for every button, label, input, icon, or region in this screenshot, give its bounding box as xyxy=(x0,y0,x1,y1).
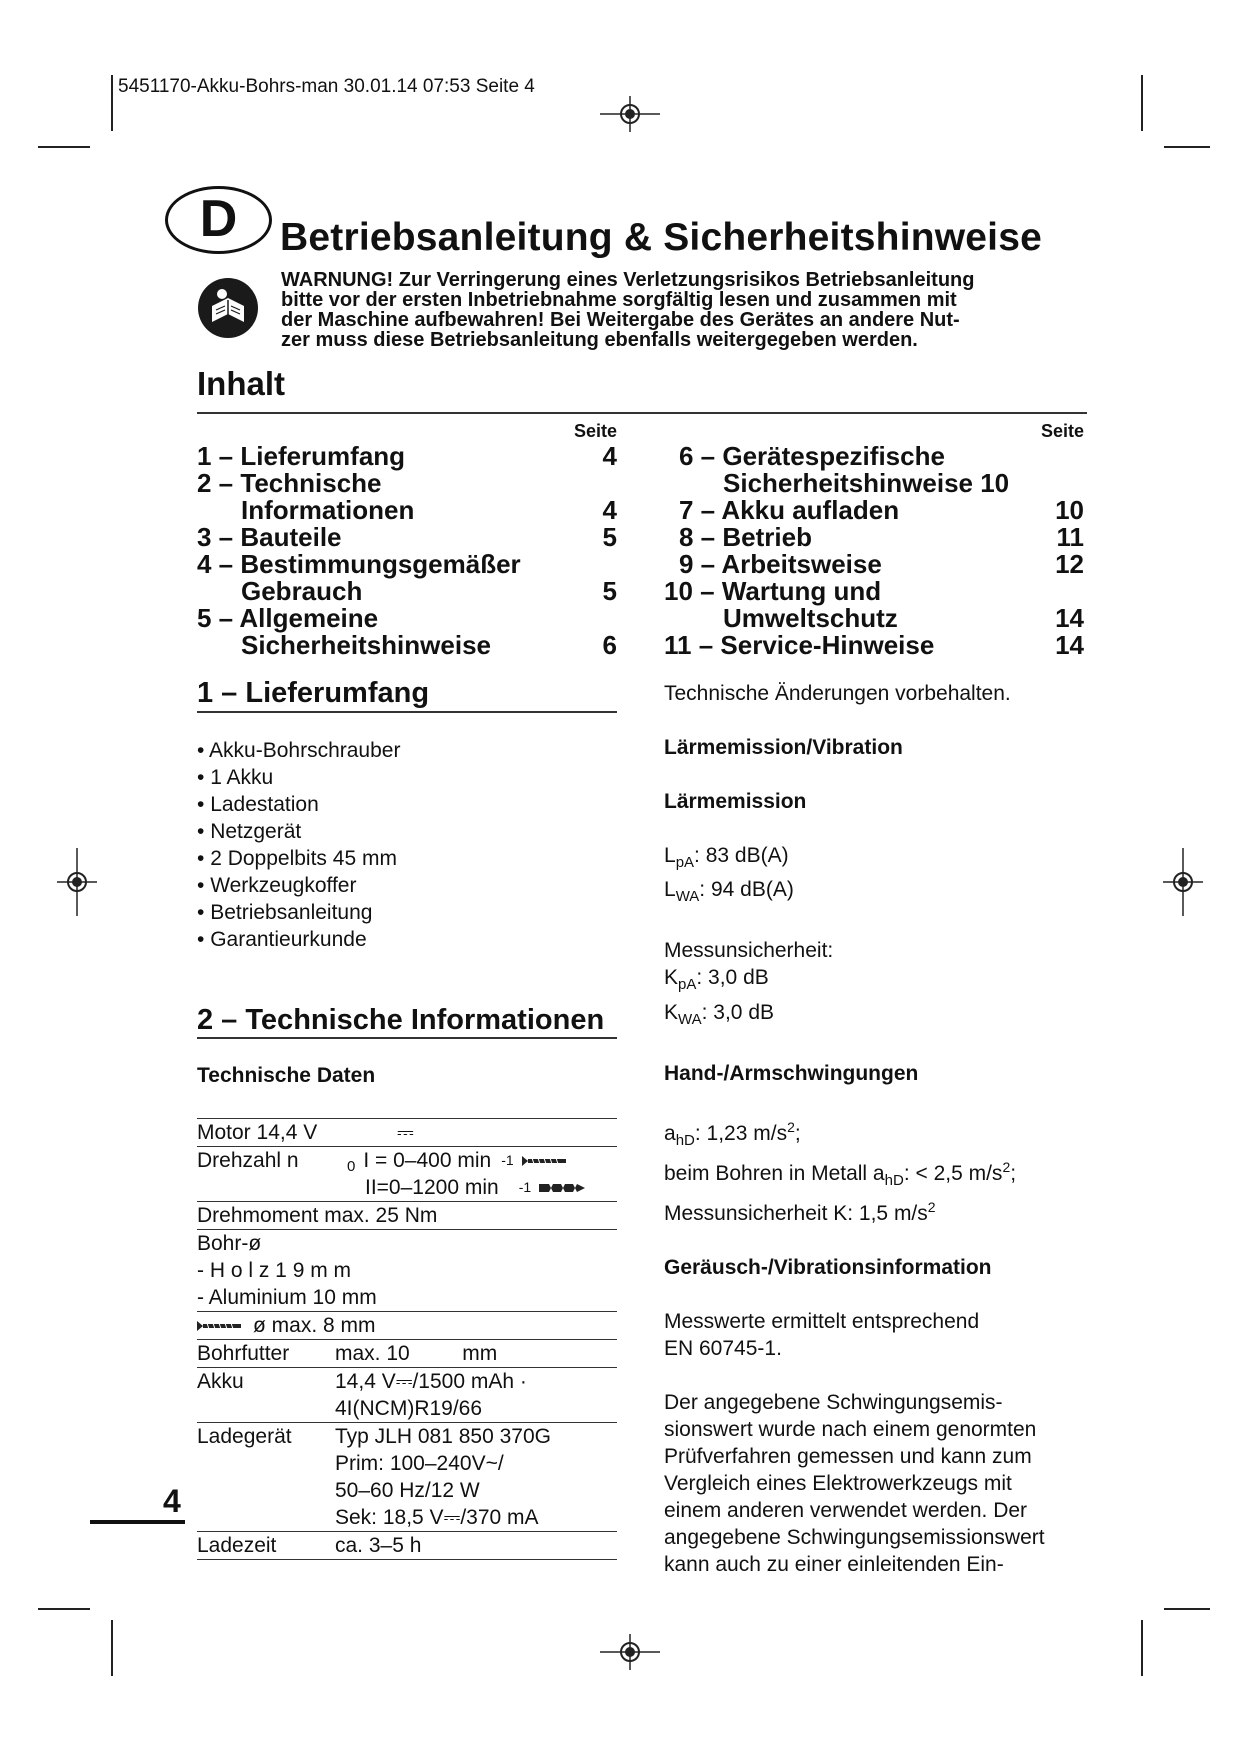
toc-entry: 10 – Wartung und xyxy=(664,576,882,606)
list-item: • Akku-Bohrschrauber xyxy=(197,739,401,762)
toc-page-label: Seite xyxy=(1040,421,1084,441)
table-row: Akku 14,4 V⎓/1500 mAh · 4I(NCM)R19/66 xyxy=(197,1367,617,1422)
page-title: Betriebsanleitung & Sicherheitshinweise xyxy=(280,216,1042,259)
paragraph-line: Der angegebene Schwingungsemis- xyxy=(664,1391,1003,1415)
section-heading: 1 – Lieferumfang xyxy=(197,677,430,709)
table-row: Ladegerät Typ JLH 081 850 370G Prim: 100–240V~/ 50–60 Hz/12 W Sek: 18,5 V⎓/370 mA xyxy=(197,1422,617,1531)
paragraph-line: sionswert wurde nach einem genormten xyxy=(664,1418,1037,1442)
toc-entry: 4 – Bestimmungsgemäßer xyxy=(197,549,521,579)
toc-entry: Gebrauch 5 xyxy=(241,576,617,606)
crop-mark xyxy=(1164,146,1210,148)
registration-mark-icon xyxy=(600,1632,660,1672)
screw-icon xyxy=(522,1154,568,1168)
value-line: $L_{WA}$: 94 dB(A) xyxy=(664,878,794,906)
section-heading: 2 – Technische Informationen xyxy=(197,1004,605,1036)
divider xyxy=(197,412,1087,414)
warning-text: WARNUNG! Zur Verringerung eines Verletzungsrisikos Betriebsanleitung bitte vor der ersten Inbetriebnahme sorgfältig lesen und zusammen mit der Maschine aufbewahren! Bei Weitergabe des Gerätes an andere Nut- zer muss diese Betriebsanleitung ebenfalls weitergegeben werden. xyxy=(281,269,975,351)
value-line: $K_{pA}$: 3,0 dB xyxy=(664,966,769,994)
registration-mark-icon xyxy=(1163,848,1203,916)
toc-entry: Sicherheitshinweise 10 xyxy=(723,468,1010,498)
subheading: Hand-/Armschwingungen xyxy=(664,1061,919,1085)
read-manual-icon xyxy=(198,278,258,338)
page-number-rule xyxy=(90,1520,185,1524)
paragraph-line: Vergleich eines Elektrowerkzeugs mit xyxy=(664,1472,1012,1496)
crop-mark xyxy=(1164,1608,1210,1610)
value-line: Messunsicherheit K: 1,5 $m/s^2$ xyxy=(664,1199,936,1226)
toc-entry: 7 – Akku aufladen 10 xyxy=(679,495,1084,525)
list-item: • 2 Doppelbits 45 mm xyxy=(197,847,397,870)
delivery-list xyxy=(197,737,400,953)
toc-entry: 3 – Bauteile 5 xyxy=(197,522,617,552)
subheading: Technische Daten xyxy=(197,1064,376,1087)
paragraph-line: angegebene Schwingungsemissionswert xyxy=(664,1526,1045,1550)
toc-page-label: Seite xyxy=(573,421,617,441)
table-row: Bohr-ø - H o l z 1 9 m m - Aluminium 10 mm xyxy=(197,1229,617,1311)
list-item: • Betriebsanleitung xyxy=(197,901,373,924)
table-row: Drehzahl n 0 I = 0–400 min -1 II=0–1200 min -1 xyxy=(197,1146,617,1201)
registration-mark-icon xyxy=(57,848,97,916)
list-item: • Werkzeugkoffer xyxy=(197,874,357,897)
crop-mark xyxy=(111,1620,113,1676)
value-line: $L_{pA}$: 83 dB(A) xyxy=(664,844,789,872)
tech-data-table xyxy=(197,1118,617,1560)
toc-entry: 6 – Gerätespezifische xyxy=(679,441,945,471)
toc-entry: 9 – Arbeitsweise 12 xyxy=(679,549,1084,579)
toc-entry: 5 – Allgemeine xyxy=(197,603,379,633)
paragraph-line: Messwerte ermittelt entsprechend xyxy=(664,1310,980,1334)
right-column xyxy=(664,680,1104,1578)
table-row: ø max. 8 mm xyxy=(197,1311,617,1339)
table-row: Drehmoment max. 25 Nm xyxy=(197,1201,617,1229)
value-line: $a_{hD}$: 1,23 $m/s^2$; xyxy=(664,1118,801,1149)
table-row: Ladezeit ca. 3–5 h xyxy=(197,1531,617,1560)
toc-entry: 11 – Service-Hinweise 14 xyxy=(664,630,1084,660)
value-line: $K_{WA}$: 3,0 dB xyxy=(664,1000,775,1028)
subheading: Lärmemission xyxy=(664,790,807,813)
toc-entry: Umweltschutz 14 xyxy=(723,603,1084,633)
crop-mark xyxy=(38,1608,90,1610)
paragraph-line: kann auch zu einer einleitenden Ein- xyxy=(664,1553,1004,1577)
value-line: Messunsicherheit: xyxy=(664,939,834,963)
divider xyxy=(197,1037,617,1039)
table-row: Bohrfutter max. 10 mm xyxy=(197,1339,617,1367)
paragraph-line: einem anderen verwendet werden. Der xyxy=(664,1499,1028,1523)
contents-heading: Inhalt xyxy=(197,365,285,402)
list-item: • Netzgerät xyxy=(197,820,302,843)
page-number: 4 xyxy=(163,1483,181,1519)
paragraph-line: EN 60745-1. xyxy=(664,1337,782,1361)
drill-bit-icon xyxy=(539,1181,585,1195)
toc-entry: 2 – Technische xyxy=(197,468,382,498)
toc-entry: 8 – Betrieb 11 xyxy=(679,522,1084,552)
crop-mark xyxy=(38,146,90,148)
print-info: 5451170-Akku-Bohrs-man 30.01.14 07:53 Seite 4 xyxy=(118,76,535,97)
list-item: • Ladestation xyxy=(197,793,319,816)
subheading: Lärmemission/Vibration xyxy=(664,736,903,759)
crop-mark xyxy=(1141,1620,1143,1676)
toc-entry: Informationen 4 xyxy=(241,495,617,525)
changes-note: Technische Änderungen vorbehalten. xyxy=(664,682,1011,705)
divider xyxy=(197,711,617,713)
crop-mark xyxy=(111,75,113,131)
list-item: • 1 Akku xyxy=(197,766,274,789)
toc-left xyxy=(197,420,617,659)
toc-right xyxy=(664,420,1084,659)
list-item: • Garantieurkunde xyxy=(197,928,367,951)
toc-entry: 1 – Lieferumfang 4 xyxy=(197,441,617,471)
table-row: Motor 14,4 V ⎓ xyxy=(197,1118,617,1146)
language-badge: D xyxy=(165,186,272,254)
screw-icon xyxy=(197,1319,243,1333)
registration-mark-icon xyxy=(600,94,660,134)
crop-mark xyxy=(1141,75,1143,131)
subheading: Geräusch-/Vibrationsinformation xyxy=(664,1256,992,1280)
toc-entry: Sicherheitshinweise 6 xyxy=(241,630,617,660)
value-line: beim Bohren in Metall $a_{hD}$: < 2,5 $m/s^2$; xyxy=(664,1158,1017,1190)
paragraph-line: Prüfverfahren gemessen und kann zum xyxy=(664,1445,1032,1469)
